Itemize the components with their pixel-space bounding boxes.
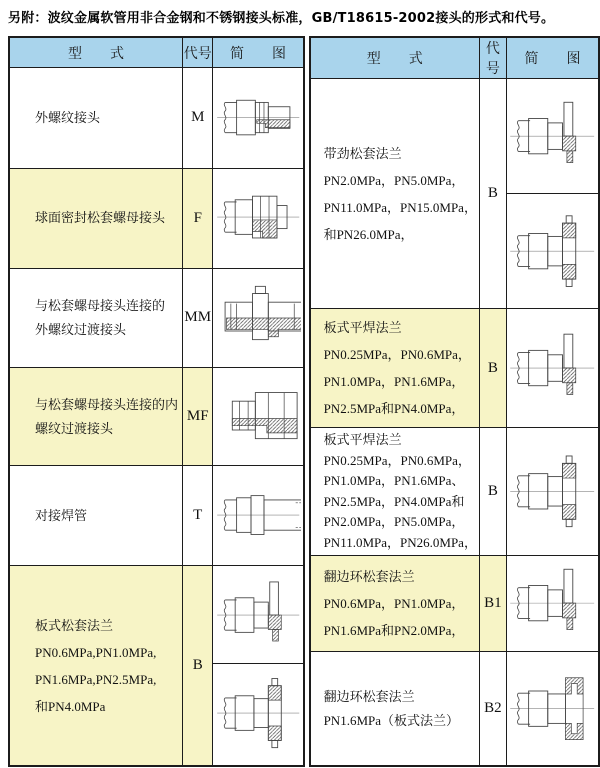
column-header-diagram: 简 图 (506, 37, 599, 79)
type-line: 翻边环松套法兰 (323, 688, 415, 704)
nipple-icon (215, 271, 301, 362)
type-cell (310, 556, 480, 652)
type-cell (310, 79, 480, 309)
code-cell: F (183, 168, 213, 268)
diagram-cell (506, 309, 599, 428)
table-row (9, 168, 304, 268)
column-header-diagram: 简 图 (213, 37, 304, 68)
type-line: PN2.5MPa，PN4.0MPa和 (323, 493, 465, 509)
table-row (310, 79, 599, 309)
table-row (9, 268, 304, 367)
type-line: PN0.6MPa，PN1.0MPa， (323, 596, 465, 611)
male-thread-icon (215, 71, 301, 164)
type-line: 与松套螺母接头连接的内 (35, 396, 179, 412)
diagram (507, 193, 598, 308)
flange-sym-icon (508, 197, 596, 305)
flange-up-icon (215, 569, 301, 661)
diagram (213, 663, 302, 761)
table-row (9, 367, 304, 466)
code-cell: B (479, 79, 506, 309)
code-cell: B (479, 428, 506, 556)
diagram (507, 556, 598, 651)
table-row (310, 309, 599, 428)
type-cell (310, 309, 480, 428)
diagram (213, 566, 302, 663)
diagram-cell (213, 268, 304, 367)
type-line: PN1.0MPa，PN1.6MPa， (323, 374, 465, 389)
diagram-cell (506, 79, 599, 309)
type-line: 板式松套法兰 (35, 617, 114, 633)
type-line: PN2.0MPa，PN5.0MPa， (323, 514, 465, 529)
type-line: PN1.6MPa和PN2.0MPa， (323, 623, 465, 638)
code-cell: MM (183, 268, 213, 367)
type-cell (9, 466, 183, 566)
code-cell: B (183, 566, 213, 766)
column-header-type: 型 式 (310, 37, 480, 79)
type-line: PN0.25MPa，PN0.6MPa， (323, 452, 471, 468)
type-line: 和PN4.0MPa (35, 698, 106, 714)
table-row (9, 466, 304, 566)
diagram-cell (506, 556, 599, 652)
type-line: 翻边环松套法兰 (323, 569, 415, 584)
type-line: 对接焊管 (35, 507, 88, 523)
type-line: PN1.6MPa（板式法兰） (323, 712, 460, 728)
table-row (310, 556, 599, 652)
diagram-cell (213, 566, 304, 766)
type-line: PN1.6MPa,PN2.5MPa, (35, 671, 157, 687)
type-line: PN11.0MPa，PN26.0MPa， (323, 534, 477, 550)
diagram-cell (506, 428, 599, 556)
type-line: 与松套螺母接头连接的 (35, 297, 166, 313)
flange-up-icon (508, 312, 596, 424)
type-line: PN1.0MPa，PN1.6MPa、 (323, 473, 465, 488)
table-row (310, 428, 599, 556)
flange-up-icon (508, 82, 596, 190)
header-row (310, 37, 599, 79)
loose-nut-icon (215, 171, 301, 263)
fittings-table (8, 36, 600, 767)
type-line: PN0.25MPa，PN0.6MPa， (323, 347, 471, 362)
flange-sym-icon (215, 667, 301, 759)
type-cell (9, 566, 183, 766)
column-header-type: 型 式 (9, 37, 183, 68)
column-header-code: 代号 (479, 37, 506, 79)
code-cell: M (183, 68, 213, 169)
fittings-table-right (309, 36, 600, 767)
type-cell (310, 652, 480, 767)
diagram (213, 68, 302, 166)
type-line: 螺纹过渡接头 (35, 420, 114, 436)
diagram-cell (213, 68, 304, 169)
code-cell: B2 (479, 652, 506, 767)
type-line: PN0.6MPa,PN1.0MPa, (35, 644, 157, 660)
code-cell: T (183, 466, 213, 566)
page-title: 另附：波纹金属软管用非合金钢和不锈钢接头标准，GB/T18615-2002接头的形式和代号。 (8, 11, 555, 26)
type-line: PN11.0MPa，PN15.0MPa， (323, 199, 477, 215)
table-row (310, 652, 599, 767)
diagram (213, 169, 302, 266)
type-line: 带劲松套法兰 (323, 145, 402, 161)
flange-channel-icon (508, 655, 596, 762)
type-cell (310, 428, 480, 556)
union-icon (215, 370, 301, 461)
type-line: 球面密封松套螺母接头 (35, 210, 166, 226)
type-cell (9, 367, 183, 466)
type-line: 板式平焊法兰 (323, 432, 402, 447)
table-row (9, 68, 304, 169)
diagram-cell (213, 466, 304, 566)
type-line: 外螺纹过渡接头 (35, 321, 127, 337)
type-line: 和PN26.0MPa， (323, 226, 414, 242)
diagram-cell (213, 168, 304, 268)
diagram (507, 652, 598, 765)
type-line: PN2.0MPa，PN5.0MPa， (323, 172, 465, 188)
butt-weld-icon (215, 469, 301, 561)
code-cell: B (479, 309, 506, 428)
flange-up-icon (508, 558, 596, 648)
type-line: 外螺纹接头 (35, 109, 101, 125)
diagram-cell (506, 652, 599, 767)
diagram-cell (213, 367, 304, 466)
diagram (507, 79, 598, 193)
diagram (213, 368, 302, 464)
diagram (213, 466, 302, 563)
diagram (213, 269, 302, 365)
type-cell (9, 268, 183, 367)
header-row (9, 37, 304, 68)
diagram (507, 309, 598, 427)
type-line: PN2.5MPa和PN4.0MPa， (323, 401, 465, 416)
type-cell (9, 168, 183, 268)
diagram (507, 428, 598, 555)
type-cell (9, 68, 183, 169)
code-cell: MF (183, 367, 213, 466)
type-line: 板式平焊法兰 (323, 320, 402, 335)
table-row (9, 566, 304, 766)
fittings-table-left (8, 36, 305, 767)
flange-sym-icon (508, 431, 596, 552)
column-header-code: 代号 (183, 37, 213, 68)
code-cell: B1 (479, 556, 506, 652)
